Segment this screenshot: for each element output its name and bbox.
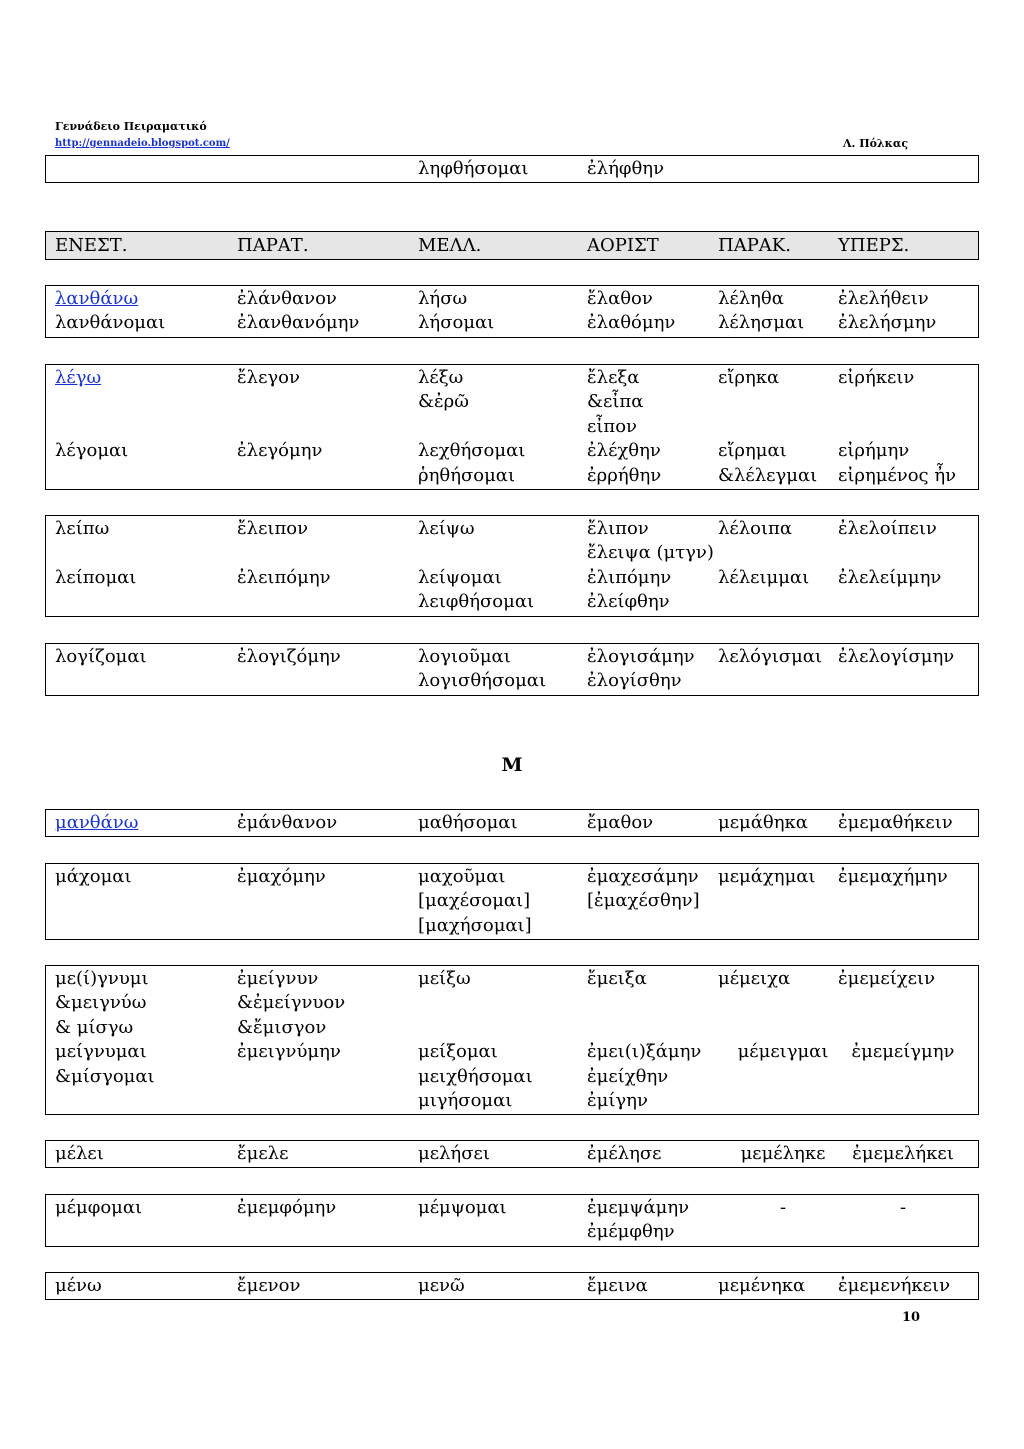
present-form: λανθάνομαι bbox=[55, 312, 166, 334]
table-row bbox=[46, 889, 978, 913]
future-form: μιγήσομαι bbox=[418, 1089, 513, 1111]
future-form: μενῶ bbox=[418, 1275, 465, 1296]
aorist-form: ἐλιπόμην bbox=[587, 566, 672, 588]
table-row bbox=[46, 517, 978, 541]
present-form: &μίσγομαι bbox=[55, 1065, 155, 1087]
future-form: [μαχήσομαι] bbox=[418, 914, 532, 936]
pluperfect-form: ἐμεμαθήκειν bbox=[838, 812, 953, 833]
table-row bbox=[46, 967, 978, 991]
pluperfect-form: εἰρημένος ἦν bbox=[838, 464, 957, 486]
aorist-form: ἔμαθον bbox=[587, 812, 654, 833]
verb-link[interactable]: μανθάνω bbox=[55, 812, 139, 833]
future-form: μελήσει bbox=[418, 1143, 490, 1164]
future-form: λείψομαι bbox=[418, 566, 502, 588]
column-header-pluperfect: ΥΠΕΡΣ. bbox=[838, 235, 910, 256]
aorist-form: ἔμειξα bbox=[587, 968, 647, 989]
aorist-form: [ἐμαχέσθην] bbox=[587, 890, 700, 912]
table-row bbox=[46, 439, 978, 463]
aorist-form: ἔλαθον bbox=[587, 288, 653, 309]
future-form: λογισθήσομαι bbox=[418, 670, 547, 692]
pluperfect-form: ἐμεμείχειν bbox=[838, 968, 935, 989]
table-row bbox=[46, 914, 978, 938]
present-form: μένω bbox=[55, 1275, 102, 1296]
pluperfect-form: εἰρήκειν bbox=[838, 367, 915, 388]
future-form: ῥηθήσομαι bbox=[418, 464, 516, 486]
perfect-form: λέληθα bbox=[718, 288, 784, 309]
column-header-perfect: ΠΑΡΑΚ. bbox=[718, 235, 791, 256]
aorist-form: ἐρρήθην bbox=[587, 464, 662, 486]
aorist-form: ἐμέλησε bbox=[587, 1143, 662, 1164]
imperfect-form: ἐμάνθανον bbox=[237, 812, 338, 833]
future-form: &ἐρῶ bbox=[418, 391, 469, 413]
aorist-form: ἔλιπον bbox=[587, 518, 649, 539]
table-row bbox=[46, 1142, 978, 1166]
pluperfect-form: εἰρήμην bbox=[838, 440, 910, 462]
present-form: & μίσγω bbox=[55, 1016, 134, 1038]
perfect-form: εἴρημαι bbox=[718, 440, 787, 462]
verb-table bbox=[45, 643, 979, 696]
table-row bbox=[46, 541, 978, 565]
verb-table bbox=[45, 809, 979, 837]
aorist-form: ἔμεινα bbox=[587, 1275, 648, 1296]
future-form: λεχθήσομαι bbox=[418, 440, 526, 462]
aorist-form: ἐλαθόμην bbox=[587, 312, 676, 334]
verb-table bbox=[45, 155, 979, 183]
pluperfect-form: ἐλελείμμην bbox=[838, 566, 942, 588]
future-form: ληφθήσομαι bbox=[418, 158, 529, 179]
table-row bbox=[46, 811, 978, 835]
aorist-form: ἔλειψα (μτγν) bbox=[587, 542, 714, 564]
imperfect-form: ἔμελε bbox=[237, 1143, 289, 1164]
future-form: μειχθήσομαι bbox=[418, 1065, 533, 1087]
table-row bbox=[46, 464, 978, 488]
pluperfect-form: ἐλελογίσμην bbox=[838, 646, 955, 667]
verb-table bbox=[45, 1140, 979, 1168]
imperfect-form: ἐμαχόμην bbox=[237, 866, 326, 887]
column-header-row bbox=[45, 231, 979, 260]
table-row bbox=[46, 1040, 978, 1064]
perfect-form: μεμάχημαι bbox=[718, 866, 816, 887]
verb-link[interactable]: λανθάνω bbox=[55, 288, 139, 309]
pluperfect-form: ἐλελήθειν bbox=[838, 288, 929, 309]
blog-link[interactable]: http://gennadeio.blogspot.com/ bbox=[55, 138, 230, 149]
future-form: [μαχέσομαι] bbox=[418, 890, 531, 912]
column-header-future: ΜΕΛΛ. bbox=[418, 235, 482, 256]
table-row bbox=[46, 590, 978, 614]
present-form: λογίζομαι bbox=[55, 646, 147, 667]
future-form: λήσω bbox=[418, 288, 468, 309]
imperfect-form: &ἔμισγον bbox=[237, 1016, 327, 1038]
table-row bbox=[46, 566, 978, 590]
perfect-form: μέμειγμαι bbox=[737, 1041, 829, 1063]
verb-table bbox=[45, 965, 979, 1115]
future-form: μέμψομαι bbox=[418, 1197, 507, 1218]
aorist-form: ἐμει(ι)ξάμην bbox=[587, 1041, 702, 1063]
table-row bbox=[46, 1065, 978, 1089]
verb-link[interactable]: λέγω bbox=[55, 367, 102, 388]
table-row bbox=[46, 645, 978, 669]
imperfect-form: ἔλειπον bbox=[237, 518, 309, 539]
table-row bbox=[46, 1274, 978, 1298]
future-form: λείψω bbox=[418, 518, 475, 539]
imperfect-form: ἐλεγόμην bbox=[237, 440, 323, 462]
verb-table bbox=[45, 285, 979, 338]
perfect-form: μεμένηκα bbox=[718, 1275, 806, 1296]
present-form: λέγομαι bbox=[55, 440, 129, 462]
perfect-form: εἴρηκα bbox=[718, 367, 780, 388]
aorist-form: ἐμείχθην bbox=[587, 1065, 669, 1087]
author-name: Λ. Πόλκας bbox=[843, 137, 909, 150]
verb-table bbox=[45, 515, 979, 617]
column-header-present: ΕΝΕΣΤ. bbox=[55, 235, 128, 256]
table-row bbox=[46, 157, 978, 181]
aorist-form: ἐλήφθην bbox=[587, 158, 665, 179]
section-letter: Μ bbox=[501, 754, 523, 776]
column-header-aorist: ΑΟΡΙΣΤ bbox=[587, 235, 659, 256]
future-form: λογιοῦμαι bbox=[418, 646, 511, 667]
table-row bbox=[46, 366, 978, 390]
table-row bbox=[46, 287, 978, 311]
verb-table bbox=[45, 863, 979, 940]
school-name: Γεννάδειο Πειραματικό bbox=[55, 120, 207, 133]
imperfect-form: ἐμεμφόμην bbox=[237, 1197, 337, 1218]
perfect-form: λέλησμαι bbox=[718, 312, 805, 334]
perfect-form: λελόγισμαι bbox=[718, 646, 822, 667]
aorist-form: ἐλογίσθην bbox=[587, 670, 682, 692]
table-row bbox=[46, 415, 978, 439]
table-row bbox=[46, 991, 978, 1015]
future-form: μείξομαι bbox=[418, 1041, 498, 1063]
future-form: μαχοῦμαι bbox=[418, 866, 506, 887]
verb-table bbox=[45, 1194, 979, 1247]
aorist-form: ἔλεξα bbox=[587, 367, 640, 388]
pluperfect-form: ἐλελήσμην bbox=[838, 312, 937, 334]
pluperfect-form: ἐμεμείγμην bbox=[851, 1041, 955, 1063]
pluperfect-form: - bbox=[899, 1197, 907, 1218]
table-row bbox=[46, 1196, 978, 1220]
column-header-imperfect: ΠΑΡΑΤ. bbox=[237, 235, 309, 256]
table-row bbox=[46, 1220, 978, 1244]
table-row bbox=[46, 390, 978, 414]
present-form: μείγνυμαι bbox=[55, 1041, 147, 1063]
aorist-form: ἐμεμψάμην bbox=[587, 1197, 690, 1218]
table-row bbox=[46, 311, 978, 335]
imperfect-form: ἔλεγον bbox=[237, 367, 300, 388]
table-row bbox=[46, 1089, 978, 1113]
present-form: λείπομαι bbox=[55, 566, 137, 588]
future-form: λειφθήσομαι bbox=[418, 591, 535, 613]
perfect-form: - bbox=[779, 1197, 787, 1218]
verb-table bbox=[45, 1272, 979, 1300]
aorist-form: ἐμαχεσάμην bbox=[587, 866, 699, 887]
aorist-form: εἶπον bbox=[587, 415, 637, 437]
imperfect-form: ἐλειπόμην bbox=[237, 566, 331, 588]
aorist-form: ἐλείφθην bbox=[587, 591, 670, 613]
table-row bbox=[46, 865, 978, 889]
perfect-form: λέλειμμαι bbox=[718, 566, 810, 588]
perfect-form: μέμειχα bbox=[718, 968, 791, 989]
present-form: &μειγνύω bbox=[55, 992, 147, 1014]
present-form: μέλει bbox=[55, 1143, 104, 1164]
verb-table bbox=[45, 364, 979, 490]
future-form: μείξω bbox=[418, 968, 471, 989]
aorist-form: ἐλέχθην bbox=[587, 440, 661, 462]
page-number: 10 bbox=[902, 1310, 921, 1325]
future-form: μαθήσομαι bbox=[418, 812, 518, 833]
imperfect-form: ἔμενον bbox=[237, 1275, 301, 1296]
perfect-form: μεμάθηκα bbox=[718, 812, 808, 833]
present-form: μάχομαι bbox=[55, 866, 132, 887]
imperfect-form: ἐμειγνύμην bbox=[237, 1041, 341, 1063]
imperfect-form: ἐλογιζόμην bbox=[237, 646, 341, 667]
perfect-form: μεμέληκε bbox=[740, 1143, 826, 1164]
table-row bbox=[46, 669, 978, 693]
pluperfect-form: ἐλελοίπειν bbox=[838, 518, 937, 539]
aorist-form: ἐμέμφθην bbox=[587, 1221, 675, 1243]
pluperfect-form: ἐμεμαχήμην bbox=[838, 866, 948, 887]
aorist-form: &εἶπα bbox=[587, 391, 644, 413]
perfect-form: &λέλεγμαι bbox=[718, 464, 818, 486]
imperfect-form: ἐλανθανόμην bbox=[237, 312, 360, 334]
imperfect-form: &ἐμείγνυον bbox=[237, 992, 346, 1014]
imperfect-form: ἐμείγνυν bbox=[237, 968, 319, 989]
aorist-form: ἐμίγην bbox=[587, 1089, 648, 1111]
table-header bbox=[46, 233, 978, 258]
imperfect-form: ἐλάνθανον bbox=[237, 288, 337, 309]
table-row bbox=[46, 1016, 978, 1040]
perfect-form: λέλοιπα bbox=[718, 518, 793, 539]
pluperfect-form: ἐμεμενήκειν bbox=[838, 1275, 951, 1296]
future-form: λέξω bbox=[418, 367, 464, 388]
future-form: λήσομαι bbox=[418, 312, 495, 334]
aorist-form: ἐλογισάμην bbox=[587, 646, 695, 667]
present-form: μέμφομαι bbox=[55, 1197, 143, 1218]
present-form: με(ί)γνυμι bbox=[55, 968, 149, 989]
present-form: λείπω bbox=[55, 518, 110, 539]
pluperfect-form: ἐμεμελήκει bbox=[852, 1143, 954, 1164]
